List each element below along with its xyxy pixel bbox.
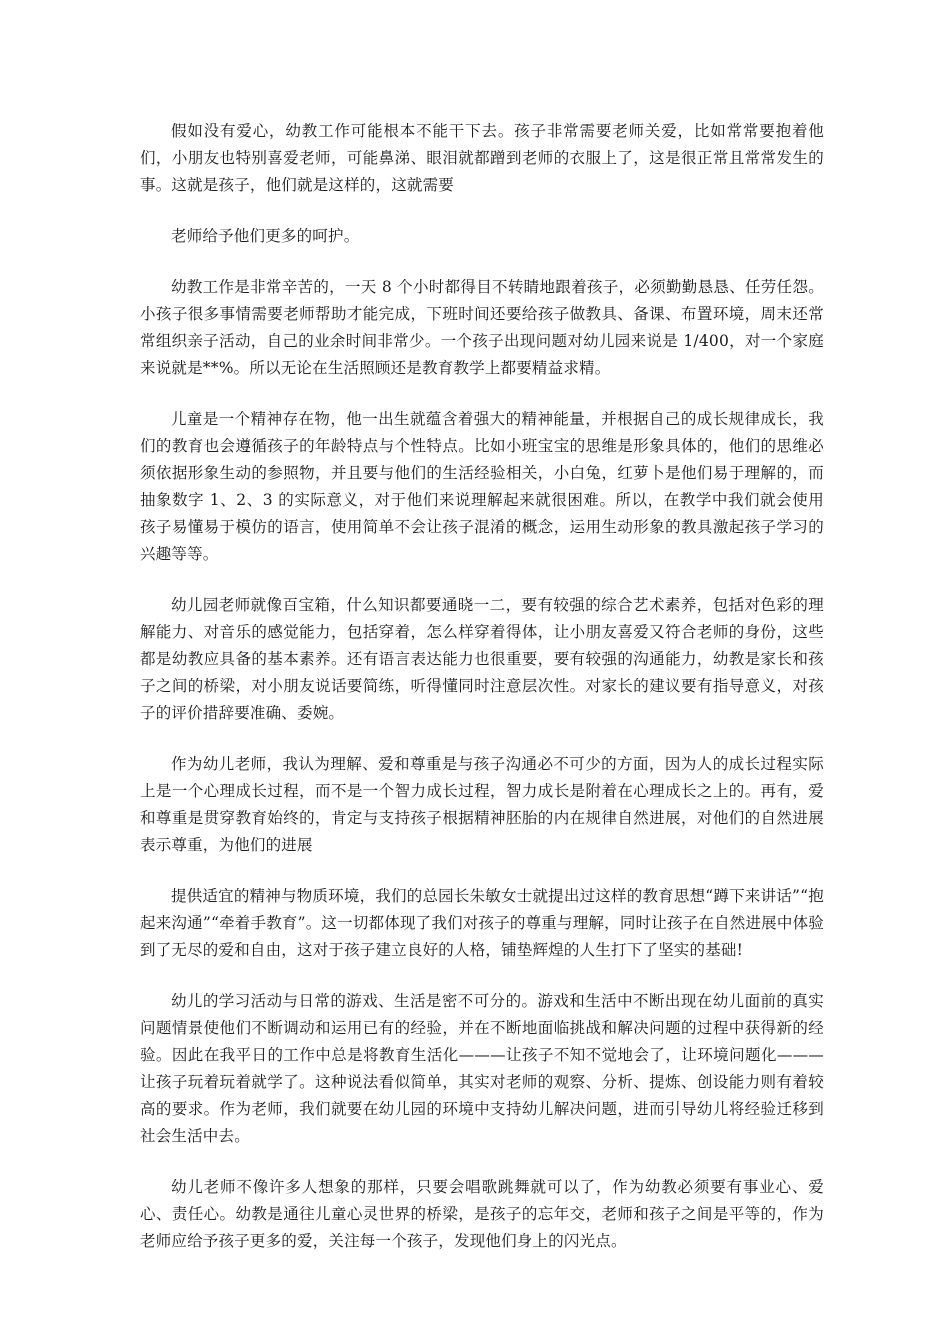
- paragraph-1: 假如没有爱心，幼教工作可能根本不能干下去。孩子非常需要老师关爱，比如常常要抱着他们，小朋友也特别喜爱老师，可能鼻涕、眼泪就都蹭到老师的衣服上了，这是很正常且常常发生的事。这就是孩子，他们就是这样的，这就需要: [140, 122, 824, 194]
- paragraph-3: 幼教工作是非常辛苦的，一天 8 个小时都得目不转睛地跟着孩子，必须勤勤恳恳、任劳任怨。小孩子很多事情需要老师帮助才能完成，下班时间还要给孩子做教具、备课、布置环境，周末还常常组织亲子活动，自己的业余时间非常少。一个孩子出现问题对幼儿园来说是 1/400，对一个家庭来说就是**%。所以无论在生活照顾还是教育教学上都要精益求精。: [140, 278, 824, 377]
- paragraph-2: 老师给予他们更多的呵护。: [171, 227, 360, 245]
- paragraph-8: 幼儿的学习活动与日常的游戏、生活是密不可分的。游戏和生活中不断出现在幼儿面前的真实问题情景使他们不断调动和运用已有的经验，并在不断地面临挑战和解决问题的过程中获得新的经验。因此在我平日的工作中总是将教育生活化———让孩子不知不觉地会了，让环境问题化———让孩子玩着玩着就学了。这种说法看似简单，其实对老师的观察、分析、提炼、创设能力则有着较高的要求。作为老师，我们就要在幼儿园的环境中支持幼儿解决问题，进而引导幼儿将经验迁移到社会生活中去。: [140, 992, 824, 1145]
- paragraph-6: 作为幼儿老师，我认为理解、爱和尊重是与孩子沟通必不可少的方面，因为人的成长过程实际上是一个心理成长过程，而不是一个智力成长过程，智力成长是附着在心理成长之上的。再有，爱和尊重是贯穿教育始终的，肯定与支持孩子根据精神胚胎的内在规律自然进展，对他们的自然进展表示尊重，为他们的进展: [140, 755, 824, 854]
- paragraph-4: 儿童是一个精神存在物，他一出生就蕴含着强大的精神能量，并根据自己的成长规律成长，我们的教育也会遵循孩子的年龄特点与个性特点。比如小班宝宝的思维是形象具体的，他们的思维必须依据形象生动的参照物，并且要与他们的生活经验相关，小白兔，红萝卜是他们易于理解的，而抽象数字 1、2、3 的实际意义，对于他们来说理解起来就很困难。所以，在教学中我们就会使用孩子易懂易于模仿的语言，使用简单不会让孩子混淆的概念，运用生动形象的教具激起孩子学习的兴趣等等。: [140, 410, 824, 563]
- paragraph-7: 提供适宜的精神与物质环境，我们的总园长朱敏女士就提出过这样的教育思想“蹲下来讲话”“抱起来沟通”“牵着手教育”。这一切都体现了我们对孩子的尊重与理解，同时让孩子在自然进展中体验到了无尽的爱和自由，这对于孩子建立良好的人格，铺垫辉煌的人生打下了坚实的基础!: [140, 887, 824, 959]
- paragraph-9: 幼儿老师不像许多人想象的那样，只要会唱歌跳舞就可以了，作为幼教必须要有事业心、爱心、责任心。幼教是通往儿童心灵世界的桥梁，是孩子的忘年交，老师和孩子之间是平等的，作为老师应给予孩子更多的爱，关注每一个孩子，发现他们身上的闪光点。: [140, 1178, 824, 1250]
- document-body: [140, 118, 824, 1279]
- paragraph-5: 幼儿园老师就像百宝箱，什么知识都要通晓一二，要有较强的综合艺术素养，包括对色彩的理解能力、对音乐的感觉能力，包括穿着，怎么样穿着得体，让小朋友喜爱又符合老师的身份，这些都是幼教应具备的基本素养。还有语言表达能力也很重要，要有较强的沟通能力，幼教是家长和孩子之间的桥梁，对小朋友说话要简练，听得懂同时注意层次性。对家长的建议要有指导意义，对孩子的评价措辞要准确、委婉。: [140, 596, 824, 722]
